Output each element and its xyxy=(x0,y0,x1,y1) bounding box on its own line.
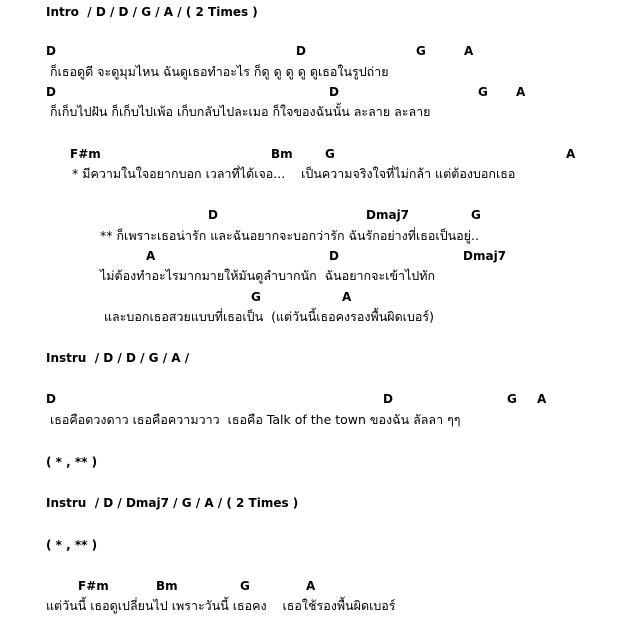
chord: G xyxy=(416,44,426,58)
chord: Dmaj7 xyxy=(366,208,410,222)
intro-line: Intro / D / D / G / A / ( 2 Times ) xyxy=(46,5,258,19)
repeat-marker: ( * , ** ) xyxy=(46,455,98,469)
chord: A xyxy=(516,85,526,99)
lyric-line: เธอคือดวงดาว เธอคือความวาว เธอคือ Talk of the town ของฉัน ลัลลา ๆๆ xyxy=(50,412,461,427)
instrumental-line: Instru / D / D / G / A / xyxy=(46,351,190,365)
chord: A xyxy=(566,147,576,161)
lyric-line: และบอกเธอสวยแบบที่เธอเป็น (แต่วันนี้เธอคงรองพื้นผิดเบอร์) xyxy=(104,309,434,324)
chord: A xyxy=(464,44,474,58)
chord: D xyxy=(208,208,218,222)
chord: G xyxy=(240,579,250,593)
chord: D xyxy=(296,44,306,58)
chord: A xyxy=(306,579,316,593)
chord: F#m xyxy=(70,147,101,161)
lyric-line: ** ก็เพราะเธอน่ารัก และฉันอยากจะบอกว่ารัก ฉันรักอย่างที่เธอเป็นอยู่.. xyxy=(100,228,479,243)
repeat-marker: ( * , ** ) xyxy=(46,538,98,552)
chord: G xyxy=(507,392,517,406)
lyric-line: ก็เก็บไปฝัน ก็เก็บไปเพ้อ เก็บกลับไปละเมอ ก็ใจของฉันนั้น ละลาย ละลาย xyxy=(50,104,431,119)
chord: A xyxy=(146,249,156,263)
lyric-line: ไม่ต้องทำอะไรมากมายให้มันดูลำบากนัก ฉันอยากจะเข้าไปทัก xyxy=(100,268,436,283)
chord: D xyxy=(46,44,56,58)
chord: D xyxy=(46,85,56,99)
chord: G xyxy=(325,147,335,161)
lyric-line: * มีความในใจอยากบอก เวลาที่ได้เจอ... เป็นความจริงใจที่ไม่กล้า แต่ต้องบอกเธอ xyxy=(72,166,516,181)
lyric-line: แต่วันนี้ เธอดูเปลี่ยนไป เพราะวันนี้ เธอคง เธอใช้รองพื้นผิดเบอร์ xyxy=(46,598,396,613)
chord: F#m xyxy=(78,579,109,593)
chord: G xyxy=(251,290,261,304)
chord: G xyxy=(471,208,481,222)
chord: A xyxy=(537,392,547,406)
chord: A xyxy=(342,290,352,304)
lyric-line: ก็เธอดูดี จะดูมุมไหน ฉันดูเธอทำอะไร ก็ดู ดู ดู ดู ดูเธอในรูปถ่าย xyxy=(50,64,389,79)
chord: D xyxy=(329,85,339,99)
chord: Dmaj7 xyxy=(463,249,507,263)
chord: G xyxy=(478,85,488,99)
chord: Bm xyxy=(271,147,293,161)
chord: D xyxy=(329,249,339,263)
chord: D xyxy=(383,392,393,406)
chord: D xyxy=(46,392,56,406)
instrumental-line: Instru / D / Dmaj7 / G / A / ( 2 Times ) xyxy=(46,496,299,510)
chord: Bm xyxy=(156,579,178,593)
